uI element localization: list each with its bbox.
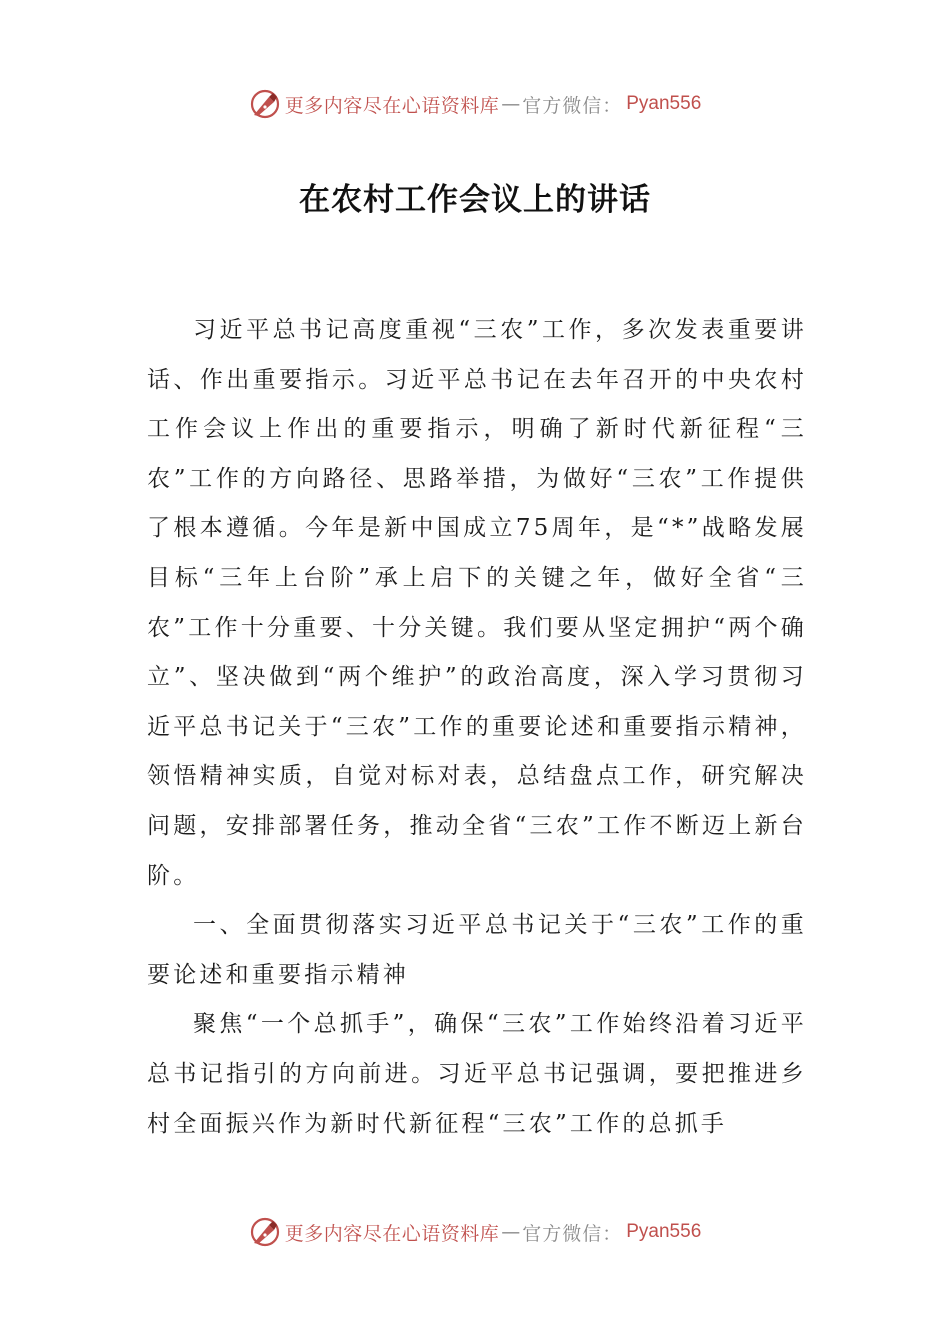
banner-site-text: 更多内容尽在心语资料库: [284, 94, 500, 117]
section-heading-one: 一、全面贯彻落实习近平总书记关于“三农”工作的重要论述和重要指示精神: [147, 912, 807, 988]
pen-nib-logo-icon: [249, 1216, 281, 1248]
banner-site-text: 更多内容尽在心语资料库: [284, 1222, 500, 1245]
paragraph-intro: 习近平总书记高度重视“三农”工作，多次发表重要讲话、作出重要指示。习近平总书记在去年召开的中央农村工作会议上作出的重要指示，明确了新时代新征程“三农”工作的方向路径、思路举措，为做好“三农”工作提供了根本遵循。今年是新中国成立75周年，是“*”战略发展目标“三年上台阶”承上启下的关键之年，做好全省“三农”工作十分重要、十分关键。我们要从坚定拥护“两个确立”、坚决做到“两个维护”的政治高度，深入学习贯彻习近平总书记关于“三农”工作的重要论述和重要指示精神，领悟精神实质，自觉对标对表，总结盘点工作，研究解决问题，安排部署任务，推动全省“三农”工作不断迈上新台阶。: [147, 317, 807, 889]
banner-separator: —: [501, 1221, 521, 1243]
pen-nib-logo-icon: [249, 88, 281, 120]
banner-wechat-id: Pyan556: [626, 1221, 702, 1242]
document-title: 在农村工作会议上的讲话: [299, 182, 651, 218]
banner-wechat-label: 官方微信：: [522, 94, 623, 117]
footer-banner: [0, 1212, 950, 1252]
header-banner: [0, 84, 950, 124]
paragraph-focus: 聚焦“一个总抓手”，确保“三农”工作始终沿着习近平总书记指引的方向前进。习近平总书记强调，要把推进乡村全面振兴作为新时代新征程“三农”工作的总抓手: [147, 1011, 807, 1137]
banner-separator: —: [501, 93, 521, 115]
banner-wechat-id: Pyan556: [626, 93, 702, 114]
document-body: [147, 306, 807, 1149]
banner-wechat-label: 官方微信：: [522, 1222, 623, 1245]
